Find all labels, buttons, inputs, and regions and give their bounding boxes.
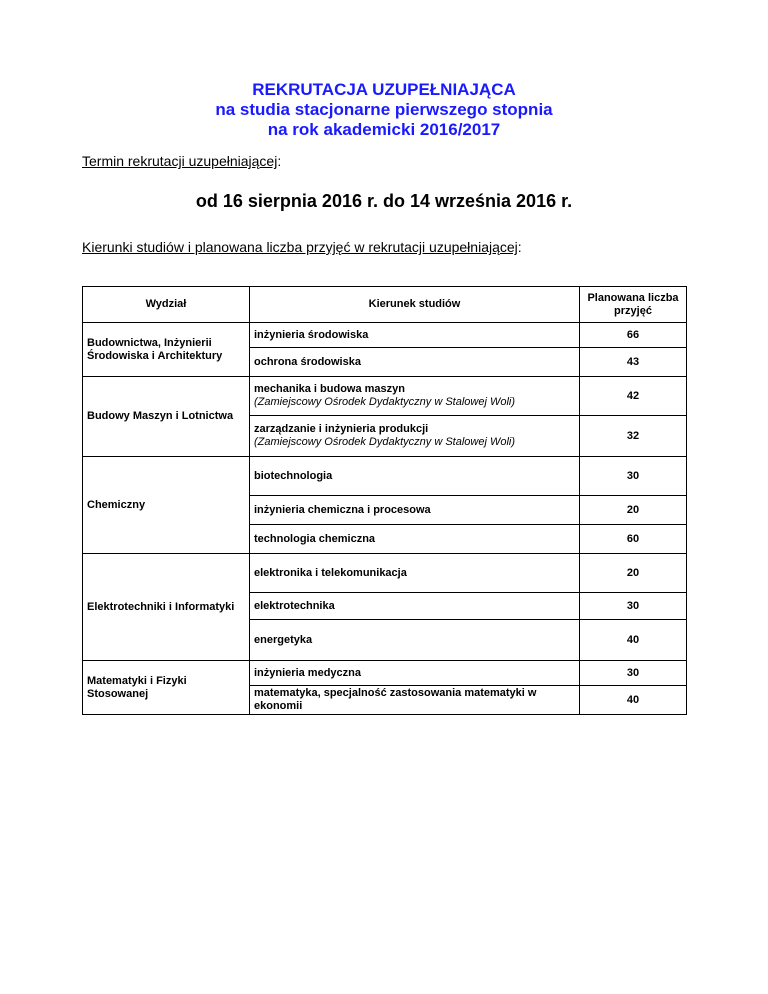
title-line-2: na studia stacjonarne pierwszego stopnia bbox=[215, 100, 553, 119]
recruitment-dates: od 16 sierpnia 2016 r. do 14 września 2016 r. bbox=[195, 191, 573, 211]
course-name: zarządzanie i inżynieria produkcji bbox=[254, 423, 429, 435]
course-location-note: (Zamiejscowy Ośrodek Dydaktyczny w Stalowej Woli) bbox=[254, 396, 516, 408]
course-cell: elektronika i telekomunikacja bbox=[250, 554, 580, 593]
table-row bbox=[83, 554, 687, 593]
course-cell: ochrona środowiska bbox=[250, 348, 580, 377]
deadline-label bbox=[82, 152, 281, 170]
course-cell bbox=[250, 377, 580, 416]
programs-intro-text: Kierunki studiów i planowana liczba przyjęć w rekrutacji uzupełniającej bbox=[82, 239, 518, 255]
title-line-1: REKRUTACJA UZUPEŁNIAJĄCA bbox=[252, 80, 516, 99]
course-cell: elektrotechnika bbox=[250, 593, 580, 620]
table-row bbox=[83, 661, 687, 686]
course-cell: inżynieria medyczna bbox=[250, 661, 580, 686]
faculty-cell: Elektrotechniki i Informatyki bbox=[83, 554, 250, 661]
programs-intro bbox=[82, 238, 522, 256]
header-faculty: Wydział bbox=[83, 287, 250, 323]
header-course: Kierunek studiów bbox=[250, 287, 580, 323]
count-cell: 30 bbox=[580, 661, 687, 686]
course-cell: technologia chemiczna bbox=[250, 525, 580, 554]
table-row bbox=[83, 323, 687, 348]
course-cell: inżynieria chemiczna i procesowa bbox=[250, 496, 580, 525]
count-cell: 40 bbox=[580, 686, 687, 715]
course-cell: energetyka bbox=[250, 620, 580, 661]
table-row bbox=[83, 377, 687, 416]
header-count: Planowana liczba przyjęć bbox=[580, 287, 687, 323]
course-cell: matematyka, specjalność zastosowania matematyki w ekonomii bbox=[250, 686, 580, 715]
count-cell: 43 bbox=[580, 348, 687, 377]
programs-intro-colon: : bbox=[517, 239, 522, 255]
deadline-label-text: Termin rekrutacji uzupełniającej bbox=[82, 153, 278, 169]
count-cell: 30 bbox=[580, 457, 687, 496]
faculty-cell: Budowy Maszyn i Lotnictwa bbox=[83, 377, 250, 457]
course-location-note: (Zamiejscowy Ośrodek Dydaktyczny w Stalowej Woli) bbox=[254, 436, 516, 448]
count-cell: 20 bbox=[580, 554, 687, 593]
deadline-label-colon: : bbox=[277, 153, 282, 169]
count-cell: 40 bbox=[580, 620, 687, 661]
admissions-table bbox=[82, 286, 687, 715]
count-cell: 42 bbox=[580, 377, 687, 416]
count-cell: 66 bbox=[580, 323, 687, 348]
table-row bbox=[83, 457, 687, 496]
count-cell: 20 bbox=[580, 496, 687, 525]
document-title bbox=[0, 80, 768, 140]
faculty-cell: Matematyki i Fizyki Stosowanej bbox=[83, 661, 250, 715]
course-cell: inżynieria środowiska bbox=[250, 323, 580, 348]
faculty-cell: Chemiczny bbox=[83, 457, 250, 554]
faculty-cell: Budownictwa, Inżynierii Środowiska i Architektury bbox=[83, 323, 250, 377]
course-name: mechanika i budowa maszyn bbox=[254, 383, 405, 395]
count-cell: 60 bbox=[580, 525, 687, 554]
count-cell: 32 bbox=[580, 416, 687, 457]
title-line-3: na rok akademicki 2016/2017 bbox=[267, 120, 501, 139]
course-cell: biotechnologia bbox=[250, 457, 580, 496]
course-cell bbox=[250, 416, 580, 457]
count-cell: 30 bbox=[580, 593, 687, 620]
